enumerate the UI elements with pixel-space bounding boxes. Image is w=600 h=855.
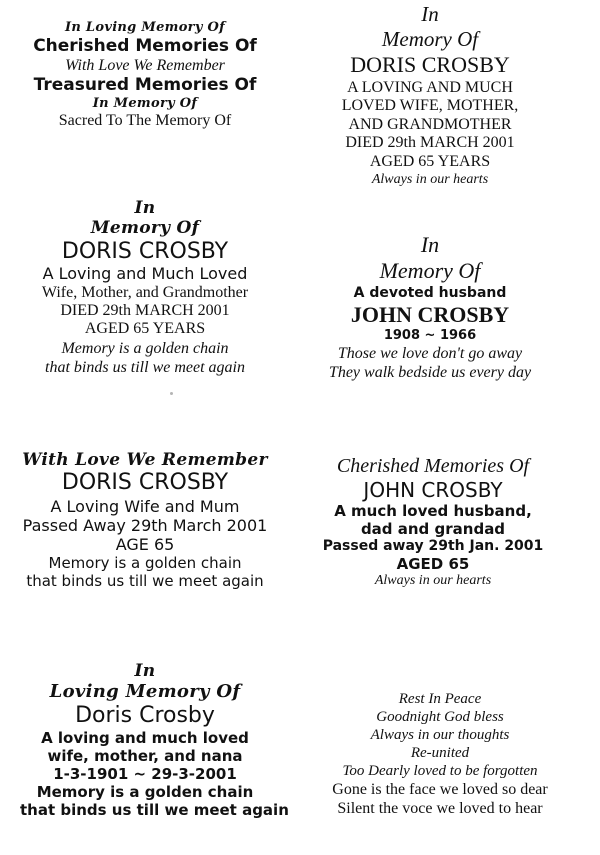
verse-line: Memory is a golden chain xyxy=(48,554,242,573)
verse-line: Sacred To The Memory Of xyxy=(58,112,232,130)
verse-line: Loving Memory Of xyxy=(49,681,241,703)
verse-line: Memory is a golden chain xyxy=(36,783,254,802)
verse-line: In xyxy=(421,2,439,26)
verse-line: With Love We Remember xyxy=(65,56,225,74)
verse-line: Always in our thoughts xyxy=(370,727,510,743)
verse-line: Always in our hearts xyxy=(374,572,492,588)
verse-line: Goodnight God bless xyxy=(376,709,504,725)
verse-line: AGED 65 YEARS xyxy=(84,320,206,338)
verse-doris-crosby-nana xyxy=(20,661,289,820)
verse-dates: 1-3-1901 ~ 29-3-2001 xyxy=(53,765,237,784)
verse-line: AGED 65 xyxy=(396,554,470,573)
verse-line: Too Dearly loved to be forgotten xyxy=(342,763,538,779)
verse-name: DORIS CROSBY xyxy=(61,238,229,264)
verse-line: Rest In Peace xyxy=(398,691,482,707)
verse-line: Re-united xyxy=(410,745,470,761)
verse-john-crosby-devoted xyxy=(305,232,555,382)
verse-line: In Memory Of xyxy=(92,95,198,111)
verse-name: Doris Crosby xyxy=(75,702,215,728)
verse-line: Silent the voce we loved to hear xyxy=(337,800,543,818)
verse-john-crosby-cherished xyxy=(298,454,568,590)
verse-line: A LOVING AND MUCH xyxy=(347,78,513,96)
verse-name: DORIS CROSBY xyxy=(350,52,510,78)
verse-line: In xyxy=(420,232,440,257)
verse-line: that binds us till we meet again xyxy=(45,358,245,376)
verse-line: Wife, Mother, and Grandmother xyxy=(41,283,249,301)
verse-name: JOHN CROSBY xyxy=(350,301,510,327)
verse-closing-phrases xyxy=(315,690,565,818)
verse-line: Cherished Memories Of xyxy=(33,35,257,56)
verse-line: Those we love don't go away xyxy=(337,344,523,362)
verse-line: A Loving Wife and Mum xyxy=(50,496,240,516)
verse-line: dad and grandad xyxy=(360,520,506,538)
verse-heading-options xyxy=(20,20,270,130)
verse-doris-crosby-caps xyxy=(305,2,555,188)
verse-line: AGED 65 YEARS xyxy=(369,153,491,171)
verse-doris-crosby-gothic xyxy=(20,198,270,377)
verse-line: that binds us till we meet again xyxy=(26,572,264,591)
verse-line: wife, mother, and nana xyxy=(47,747,243,766)
verse-name: DORIS CROSBY xyxy=(61,470,229,496)
verse-line: Passed Away 29th March 2001 xyxy=(22,515,268,535)
verse-line: A Loving and Much Loved xyxy=(42,264,248,284)
verse-line: that binds us till we meet again xyxy=(20,801,289,820)
verse-line: With Love We Remember xyxy=(22,450,268,470)
verse-line: LOVED WIFE, MOTHER, xyxy=(341,97,519,115)
verse-line: Memory Of xyxy=(379,258,481,284)
verse-line: In xyxy=(134,661,156,681)
verse-line: In Loving Memory Of xyxy=(64,20,226,35)
verse-line: A much loved husband, xyxy=(334,502,532,520)
verse-line: In xyxy=(134,198,156,218)
verse-line: AND GRANDMOTHER xyxy=(348,115,512,133)
verse-line: DIED 29th MARCH 2001 xyxy=(60,301,230,319)
verse-doris-crosby-wife-mum xyxy=(20,450,270,590)
verse-line: Memory Of xyxy=(381,27,479,52)
verse-line: A devoted husband xyxy=(353,284,507,301)
verse-line: They walk bedside us every day xyxy=(328,363,532,381)
verse-line: Passed away 29th Jan. 2001 xyxy=(322,538,544,554)
verse-name: JOHN CROSBY xyxy=(363,478,503,502)
verse-line: Cherished Memories Of xyxy=(336,455,530,477)
verse-dates: 1908 ~ 1966 xyxy=(383,327,477,343)
verse-line: Gone is the face we loved so dear xyxy=(332,781,548,798)
verse-line: Memory Of xyxy=(90,218,200,239)
verse-line: Memory is a golden chain xyxy=(61,339,229,357)
verse-line: AGE 65 xyxy=(115,535,175,555)
verse-line: Treasured Memories Of xyxy=(33,75,257,96)
verse-line: Always in our hearts xyxy=(371,171,489,187)
verse-line: DIED 29th MARCH 2001 xyxy=(345,133,515,151)
scan-speck xyxy=(170,392,173,395)
verse-line: A loving and much loved xyxy=(41,729,249,748)
